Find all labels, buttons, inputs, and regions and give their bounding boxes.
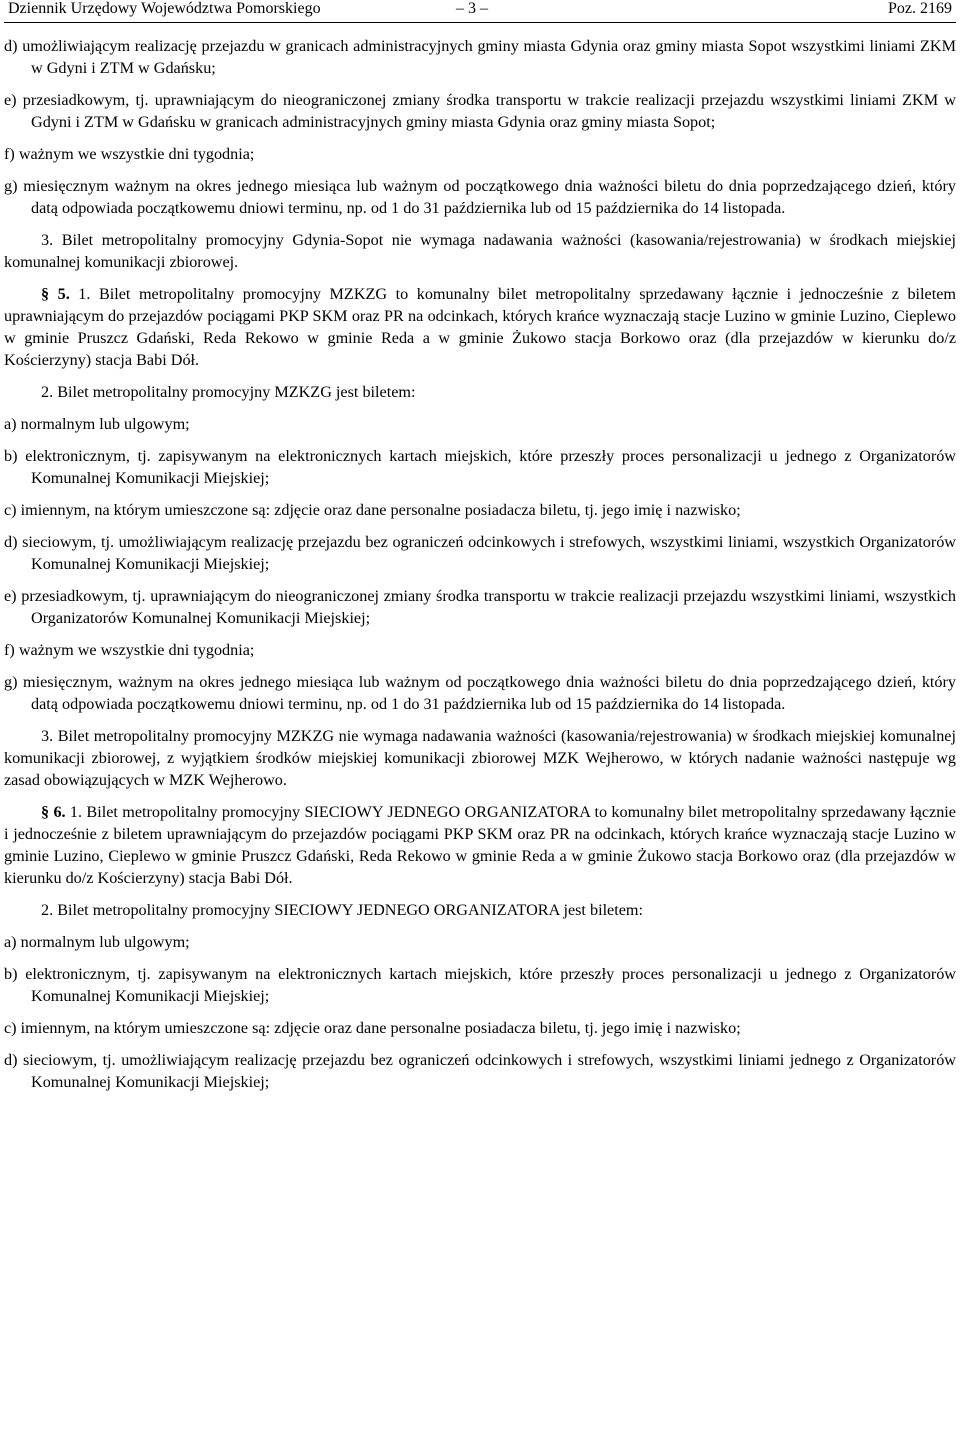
position-number: Poz. 2169	[888, 0, 952, 17]
list-item: b) elektronicznym, tj. zapisywanym na elektronicznych kartach miejskich, które przeszły proces personalizacji u jednego z Organizatorów Komunalnej Komunikacji Miejskiej;	[4, 447, 956, 487]
page-header	[4, 0, 956, 23]
list-item: a) normalnym lub ulgowym;	[4, 415, 190, 433]
list-item: c) imiennym, na którym umieszczone są: zdjęcie oraz dane personalne posiadacza biletu, tj. jego imię i nazwisko;	[4, 501, 741, 519]
list-item: b) elektronicznym, tj. zapisywanym na elektronicznych kartach miejskich, które przeszły proces personalizacji u jednego z Organizatorów Komunalnej Komunikacji Miejskiej;	[4, 965, 956, 1005]
section-text: 1. Bilet metropolitalny promocyjny SIECIOWY JEDNEGO ORGANIZATORA to komunalny bilet metropolitalny sprzedawany łącznie i jednocześnie z biletem uprawniającym do przejazdów pociągami PKP SKM oraz PR na odcinkach, których krańce wyznaczają stacje Luzino w gminie Luzino, Cieplewo w gminie Pruszcz Gdański, Reda Rekowo w gminie Reda a w gminie Żukowo stacja Borkowo oraz (dla przejazdów w kierunku do/z Kościerzyny) stacja Babi Dół.	[4, 803, 956, 887]
section-paragraph	[4, 283, 956, 371]
section-paragraph	[4, 801, 956, 889]
list-item: d) sieciowym, tj. umożliwiającym realizację przejazdu bez ograniczeń odcinkowych i strefowych, wszystkimi liniami jednego z Organizatorów Komunalnej Komunikacji Miejskiej;	[4, 1051, 956, 1091]
list-item: e) przesiadkowym, tj. uprawniającym do nieograniczonej zmiany środka transportu w trakcie realizacji przejazdu wszystkimi liniami ZKM w Gdyni i ZTM w Gdańsku w granicach administracyjnych gminy miasta Gdynia oraz gminy miasta Sopot;	[4, 91, 956, 131]
paragraph: 2. Bilet metropolitalny promocyjny SIECIOWY JEDNEGO ORGANIZATORA jest biletem:	[41, 901, 644, 919]
list-item: f) ważnym we wszystkie dni tygodnia;	[4, 641, 255, 659]
section-mark: § 5.	[41, 285, 70, 303]
paragraph: 3. Bilet metropolitalny promocyjny MZKZG nie wymaga nadawania ważności (kasowania/rejestrowania) w środkach miejskiej komunalnej komunikacji zbiorowej, z wyjątkiem środków miejskiej komunikacji zbiorowej MZK Wejherowo, w których nadanie ważności następuje wg zasad obowiązujących w MZK Wejherowo.	[4, 727, 956, 789]
paragraph: 3. Bilet metropolitalny promocyjny Gdynia-Sopot nie wymaga nadawania ważności (kasowania/rejestrowania) w środkach miejskiej komunalnej komunikacji zbiorowej.	[4, 231, 956, 271]
publication-title: Dziennik Urzędowy Województwa Pomorskiego	[8, 0, 321, 17]
list-item: c) imiennym, na którym umieszczone są: zdjęcie oraz dane personalne posiadacza biletu, tj. jego imię i nazwisko;	[4, 1019, 741, 1037]
list-item: g) miesięcznym, ważnym na okres jednego miesiąca lub ważnym od początkowego dnia ważności biletu do dnia poprzedzającego dzień, który datą odpowiada początkowemu dniowi terminu, np. od 1 do 31 października lub od 15 października do 14 listopada.	[4, 673, 956, 713]
list-item: e) przesiadkowym, tj. uprawniającym do nieograniczonej zmiany środka transportu w trakcie realizacji przejazdu wszystkimi liniami, wszystkich Organizatorów Komunalnej Komunikacji Miejskiej;	[4, 587, 956, 627]
section-text: 1. Bilet metropolitalny promocyjny MZKZG to komunalny bilet metropolitalny sprzedawany łącznie i jednocześnie z biletem uprawniającym do przejazdów pociągami PKP SKM oraz PR na odcinkach, których krańce wyznaczają stacje Luzino w gminie Luzino, Cieplewo w gminie Pruszcz Gdański, Reda Rekowo w gminie Reda a w gminie Żukowo stacja Borkowo oraz (dla przejazdów w kierunku do/z Kościerzyny) stacja Babi Dół.	[4, 285, 956, 369]
document-body	[4, 35, 956, 1093]
list-item: f) ważnym we wszystkie dni tygodnia;	[4, 145, 255, 163]
section-mark: § 6.	[41, 803, 66, 821]
list-item: d) umożliwiającym realizację przejazdu w granicach administracyjnych gminy miasta Gdynia oraz gminy miasta Sopot wszystkimi liniami ZKM w Gdyni i ZTM w Gdańsku;	[4, 37, 956, 77]
paragraph: 2. Bilet metropolitalny promocyjny MZKZG jest biletem:	[41, 383, 416, 401]
list-item: g) miesięcznym ważnym na okres jednego miesiąca lub ważnym od początkowego dnia ważności biletu do dnia poprzedzającego dzień, który datą odpowiada początkowemu dniowi terminu, np. od 1 do 31 października lub od 15 października do 14 listopada.	[4, 177, 956, 217]
page-number: – 3 –	[456, 0, 488, 17]
list-item: a) normalnym lub ulgowym;	[4, 933, 190, 951]
list-item: d) sieciowym, tj. umożliwiającym realizację przejazdu bez ograniczeń odcinkowych i strefowych, wszystkimi liniami, wszystkich Organizatorów Komunalnej Komunikacji Miejskiej;	[4, 533, 956, 573]
